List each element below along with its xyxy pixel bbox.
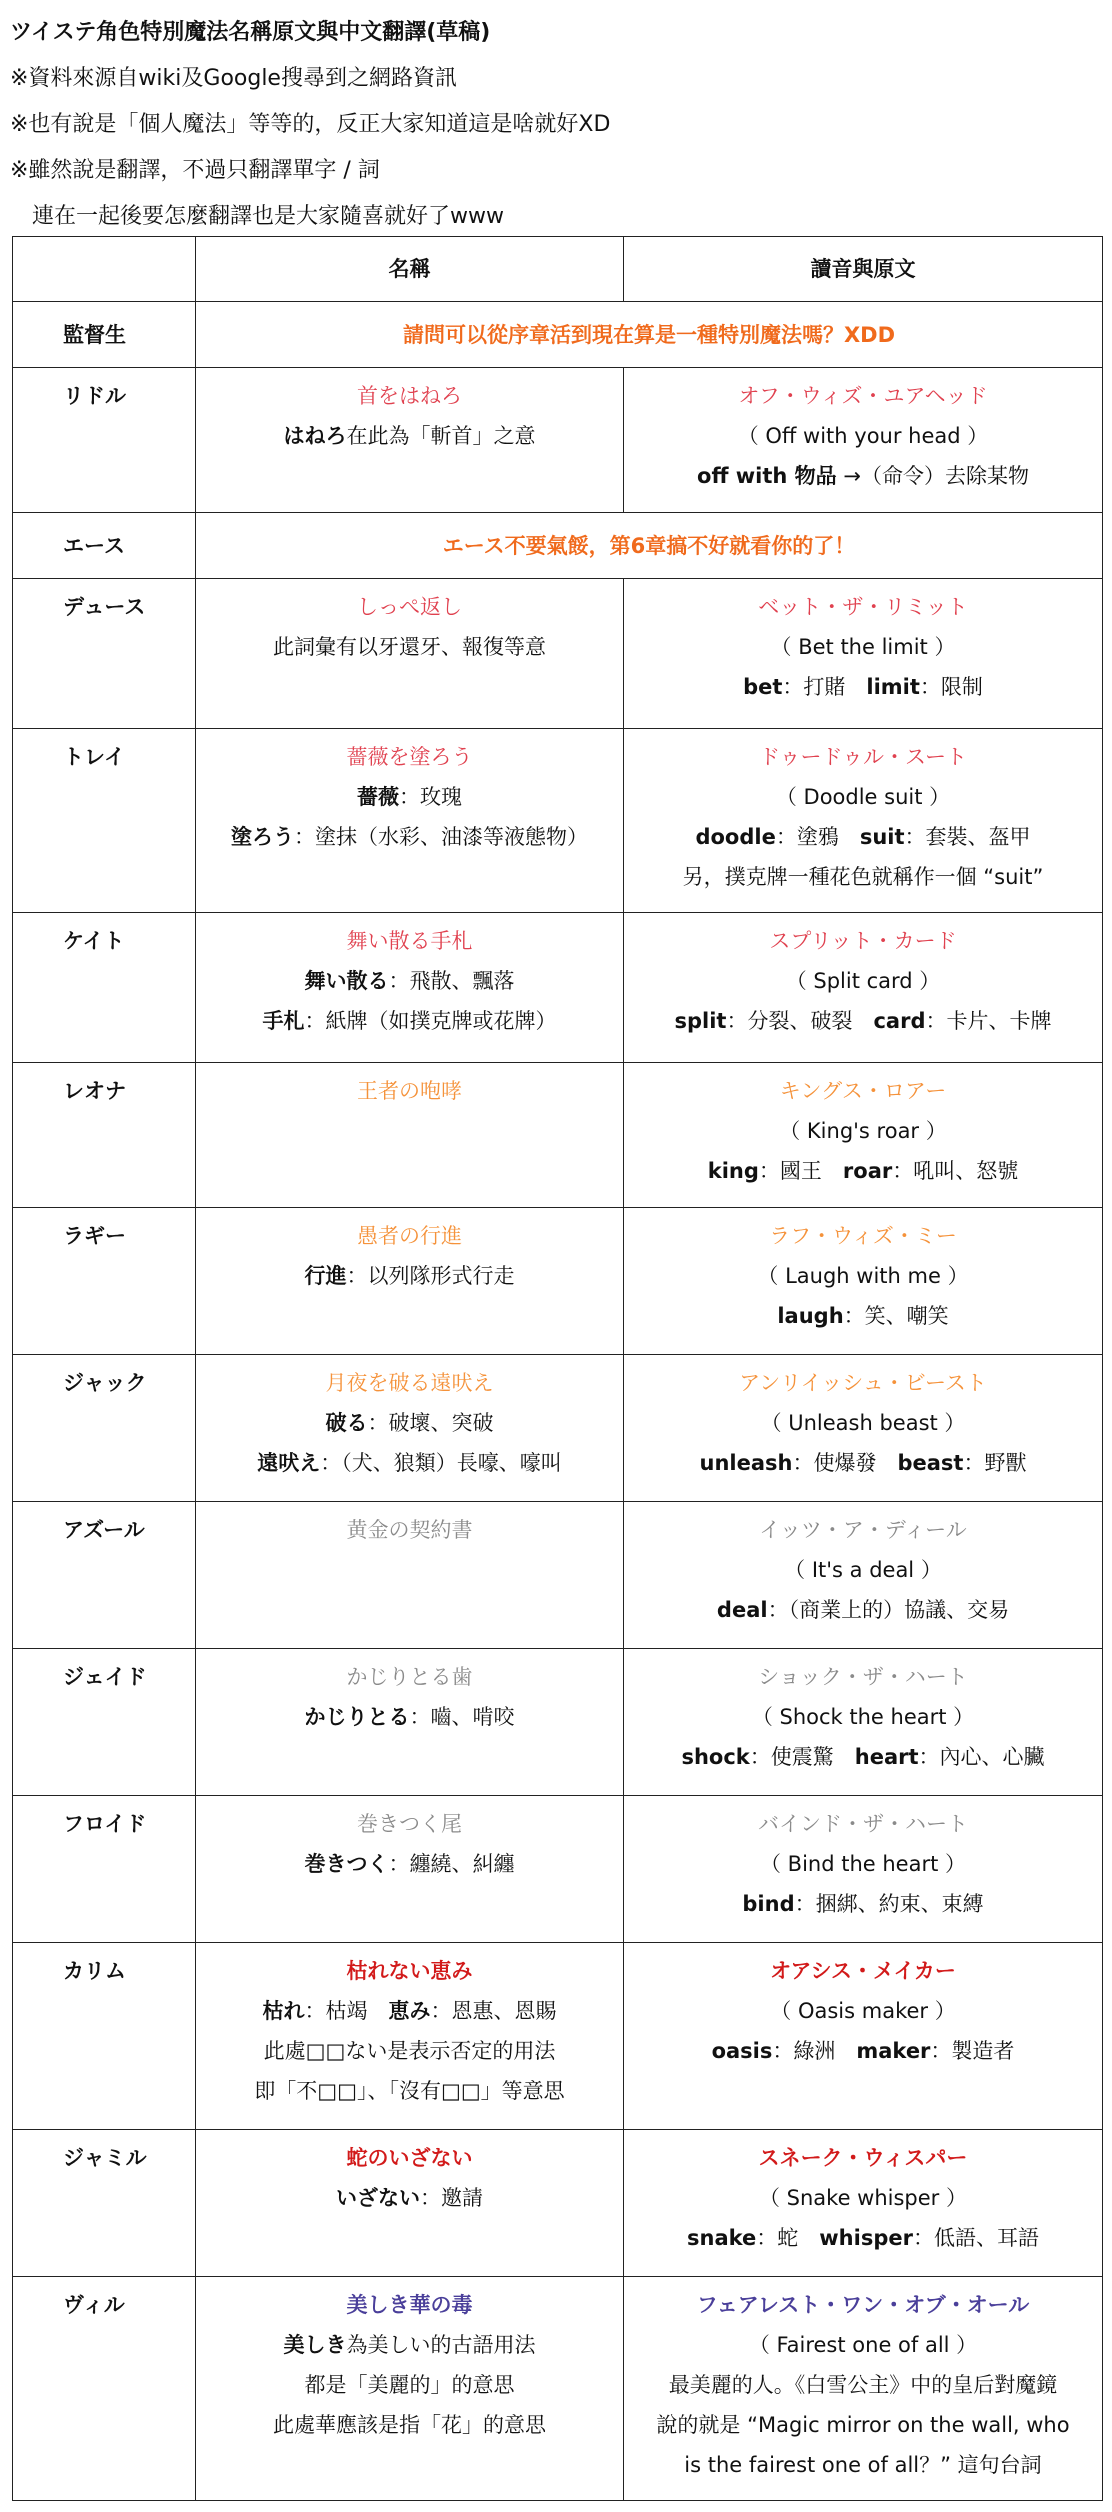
term: いざない	[336, 2186, 420, 2210]
character-name: アズール	[13, 1502, 196, 1649]
name-note-line	[196, 1403, 623, 1443]
magic-name-cell	[196, 1649, 624, 1796]
reading-cell	[624, 1796, 1103, 1943]
magic-name-cell	[196, 1796, 624, 1943]
magic-name-title: かじりとる歯	[346, 1665, 473, 1689]
term: 恵み	[388, 1999, 431, 2023]
term: 巻きつく	[304, 1852, 389, 1876]
magic-name-cell	[196, 1943, 624, 2130]
term-meaning: ：纏繞、糾纏	[388, 1852, 515, 1876]
magic-name-title: 蛇のいざない	[346, 2146, 473, 2170]
magic-name-title: 舞い散る手札	[346, 929, 473, 953]
reading-note-line: 最美麗的人。《白雪公主》中的皇后對魔鏡	[668, 2373, 1058, 2397]
name-note-line	[196, 817, 623, 857]
magic-name-cell	[196, 2277, 624, 2501]
reading-title: オフ・ウィズ・ユアヘッド	[738, 384, 988, 408]
name-note-line: 即「不□□」、「沒有□□」等意思	[254, 2079, 565, 2103]
reading-note-line	[624, 1151, 1102, 1191]
table-row	[13, 1796, 1103, 1943]
reading-cell	[624, 729, 1103, 913]
header-character	[13, 237, 196, 302]
magic-name-title: 枯れない恵み	[346, 1959, 473, 1983]
table-row	[13, 1208, 1103, 1355]
term-meaning: ：使震驚	[749, 1745, 855, 1769]
reading-title: ドゥードゥル・スート	[759, 745, 967, 769]
reading-original: （ Laugh with me ）	[757, 1264, 969, 1288]
magic-name-title: しっぺ返し	[357, 595, 462, 619]
term-meaning: ：恩惠、恩賜	[430, 1999, 557, 2023]
term-meaning: ：（犬、狼類）長嚎、嚎叫	[320, 1451, 562, 1475]
table-header-row	[13, 237, 1103, 302]
term: bind	[742, 1892, 795, 1916]
magic-name-title: 月夜を破る遠吠え	[325, 1371, 494, 1395]
term-meaning: ：內心、心臟	[918, 1745, 1045, 1769]
reading-original: （ Unleash beast ）	[760, 1411, 966, 1435]
term-meaning: ：製造者	[930, 2039, 1015, 2063]
term-meaning: →（命令）去除某物	[836, 464, 1029, 488]
magic-name-cell	[196, 1063, 624, 1208]
reading-note-line	[624, 1443, 1102, 1483]
reading-title: ラフ・ウィズ・ミー	[769, 1224, 957, 1248]
term-meaning: ：邀請	[420, 2186, 483, 2210]
term-meaning: 在此為「斬首」之意	[346, 424, 536, 448]
character-name: トレイ	[13, 729, 196, 913]
name-note-line: 都是「美麗的」的意思	[304, 2373, 515, 2397]
magic-table	[12, 236, 1103, 2501]
table-row	[13, 368, 1103, 513]
table-row	[13, 1355, 1103, 1502]
reading-title: バインド・ザ・ハート	[758, 1812, 968, 1836]
note-line: 連在一起後要怎麼翻譯也是大家隨喜就好了www	[32, 204, 504, 229]
table-row	[13, 2277, 1103, 2501]
name-note-line: 此處華應該是指「花」的意思	[273, 2413, 546, 2437]
reading-title: スネーク・ウィスパー	[758, 2146, 968, 2170]
reading-title: イッツ・ア・ディール	[759, 1518, 967, 1542]
reading-note-line: 另，撲克牌一種花色就稱作一個 “suit”	[682, 865, 1044, 889]
term-meaning: ：限制	[919, 675, 983, 699]
term-meaning: ：卡片、卡牌	[925, 1009, 1052, 1033]
reading-note-line	[624, 1001, 1102, 1041]
table-row	[13, 913, 1103, 1063]
reading-title: キングス・ロアー	[779, 1079, 947, 1103]
character-name: リドル	[13, 368, 196, 513]
magic-name-title: 巻きつく尾	[357, 1812, 462, 1836]
reading-note-line	[624, 2031, 1102, 2071]
row-note: 請問可以從序章活到現在算是一種特別魔法嗎？XDD	[196, 302, 1103, 368]
row-note: エース不要氣餒，第6章搞不好就看你的了！	[196, 513, 1103, 579]
reading-note-line: 說的就是 “Magic mirror on the wall, who	[656, 2413, 1070, 2437]
magic-name-cell	[196, 2130, 624, 2277]
term-meaning: ：紙牌（如撲克牌或花牌）	[304, 1009, 557, 1033]
reading-note-line: is the fairest one of all？” 這句台詞	[684, 2453, 1042, 2477]
term: snake	[687, 2226, 757, 2250]
magic-name-cell	[196, 729, 624, 913]
reading-note-line	[624, 667, 1102, 707]
term: oasis	[711, 2039, 773, 2063]
term: maker	[856, 2039, 931, 2063]
reading-cell	[624, 579, 1103, 729]
reading-original: （ King's roar ）	[779, 1119, 947, 1143]
term: limit	[866, 675, 920, 699]
term-meaning: ：套裝、盔甲	[904, 825, 1031, 849]
name-note-line	[196, 1256, 623, 1296]
character-name: ヴィル	[13, 2277, 196, 2501]
table-row	[13, 579, 1103, 729]
reading-original: （ Bet the limit ）	[770, 635, 956, 659]
character-name: ケイト	[13, 913, 196, 1063]
term-meaning: ：笑、嘲笑	[843, 1304, 949, 1328]
magic-name-title: 美しき華の毒	[346, 2293, 473, 2317]
term: 塗ろう	[231, 825, 294, 849]
term: shock	[681, 1745, 750, 1769]
name-note-line: 此詞彙有以牙還牙、報復等意	[273, 635, 546, 659]
reading-original: （ Oasis maker ）	[770, 1999, 956, 2023]
header-reading: 讀音與原文	[624, 237, 1103, 302]
character-name: エース	[13, 513, 196, 579]
reading-original: （ Fairest one of all ）	[748, 2333, 978, 2357]
name-note-line	[196, 1844, 623, 1884]
term: 遠吠え	[257, 1451, 321, 1475]
note-line: ※資料來源自wiki及Google搜尋到之網路資訊	[10, 66, 457, 91]
reading-cell	[624, 2130, 1103, 2277]
table-row	[13, 1649, 1103, 1796]
reading-cell	[624, 1355, 1103, 1502]
term: off with 物品	[697, 464, 837, 488]
character-name: ジェイド	[13, 1649, 196, 1796]
magic-name-cell	[196, 1355, 624, 1502]
term-meaning: ：野獸	[963, 1451, 1027, 1475]
reading-cell	[624, 1208, 1103, 1355]
name-note-line	[196, 2325, 623, 2365]
name-note-line	[196, 1443, 623, 1483]
character-name: デュース	[13, 579, 196, 729]
character-name: レオナ	[13, 1063, 196, 1208]
term: doodle	[695, 825, 776, 849]
table-row	[13, 513, 1103, 579]
term: unleash	[699, 1451, 793, 1475]
term-meaning: ：使爆發	[792, 1451, 898, 1475]
term: suit	[859, 825, 905, 849]
reading-original: （ Off with your head ）	[737, 424, 989, 448]
reading-title: ベット・ザ・リミット	[758, 595, 968, 619]
term: 舞い散る	[304, 969, 389, 993]
term: beast	[897, 1451, 964, 1475]
header-name: 名稱	[196, 237, 624, 302]
reading-cell	[624, 1063, 1103, 1208]
term: 美しき	[283, 2333, 347, 2357]
term-meaning: ：以列隊形式行走	[346, 1264, 515, 1288]
reading-note-line	[624, 456, 1102, 496]
reading-original: （ Split card ）	[785, 969, 941, 993]
term: deal	[716, 1598, 768, 1622]
term-meaning: ：低語、耳語	[912, 2226, 1039, 2250]
term-meaning: ：吼叫、怒號	[892, 1159, 1019, 1183]
term: bet	[743, 675, 783, 699]
reading-title: フェアレスト・ワン・オブ・オール	[696, 2293, 1030, 2317]
term-meaning: ：捆綁、約束、束縛	[794, 1892, 984, 1916]
reading-title: スプリット・カード	[769, 929, 957, 953]
character-name: ラギー	[13, 1208, 196, 1355]
term-meaning: ：飛散、飄落	[388, 969, 515, 993]
reading-original: （ It's a deal ）	[784, 1558, 942, 1582]
name-note-line	[196, 961, 623, 1001]
term-meaning: ：打賭	[782, 675, 867, 699]
term: 枯れ	[262, 1999, 305, 2023]
reading-cell	[624, 368, 1103, 513]
magic-name-cell	[196, 368, 624, 513]
name-note-line	[196, 416, 623, 456]
name-note-line: 此處□□ない是表示否定的用法	[263, 2039, 556, 2063]
term: card	[873, 1009, 926, 1033]
reading-cell	[624, 913, 1103, 1063]
reading-note-line	[624, 2218, 1102, 2258]
reading-title: アンリイッシュ・ビースト	[739, 1371, 987, 1395]
term-meaning: ：分裂、破裂	[726, 1009, 874, 1033]
magic-name-title: 王者の咆哮	[357, 1079, 462, 1103]
name-note-line	[196, 2178, 623, 2218]
term-meaning: ：玫瑰	[399, 785, 462, 809]
term: 手札	[262, 1009, 305, 1033]
reading-note-line	[624, 1884, 1102, 1924]
reading-cell	[624, 1943, 1103, 2130]
term-meaning: ：嚙、啃咬	[409, 1705, 515, 1729]
term-meaning: ：（商業上的）協議、交易	[767, 1598, 1010, 1622]
reading-cell	[624, 1649, 1103, 1796]
term-meaning: ：綠洲	[772, 2039, 857, 2063]
character-name: ジャック	[13, 1355, 196, 1502]
magic-name-cell	[196, 1502, 624, 1649]
table-row	[13, 2130, 1103, 2277]
term: 行進	[304, 1264, 347, 1288]
magic-name-cell	[196, 913, 624, 1063]
reading-note-line	[624, 1590, 1102, 1630]
reading-original: （ Bind the heart ）	[759, 1852, 966, 1876]
term-meaning: 為美しい的古語用法	[346, 2333, 536, 2357]
term: split	[674, 1009, 727, 1033]
magic-name-cell	[196, 579, 624, 729]
term: heart	[854, 1745, 919, 1769]
magic-name-title: 黄金の契約書	[346, 1518, 473, 1542]
magic-name-title: 愚者の行進	[357, 1224, 462, 1248]
note-line: ※也有說是「個人魔法」等等的，反正大家知道這是啥就好XD	[10, 112, 611, 137]
character-name: フロイド	[13, 1796, 196, 1943]
name-note-line	[196, 1001, 623, 1041]
name-note-line	[196, 1697, 623, 1737]
magic-name-cell	[196, 1208, 624, 1355]
term: はねろ	[283, 424, 347, 448]
character-name: ジャミル	[13, 2130, 196, 2277]
term: 破る	[325, 1411, 368, 1435]
term-meaning: ：破壞、突破	[367, 1411, 494, 1435]
reading-note-line	[624, 817, 1102, 857]
term: laugh	[777, 1304, 844, 1328]
table-row	[13, 1943, 1103, 2130]
reading-title: オアシス・メイカー	[770, 1959, 956, 1983]
table-row	[13, 729, 1103, 913]
intro-notes	[10, 10, 1100, 240]
term: roar	[842, 1159, 893, 1183]
reading-note-line	[624, 1296, 1102, 1336]
reading-original: （ Snake whisper ）	[758, 2186, 967, 2210]
reading-title: ショック・ザ・ハート	[758, 1665, 968, 1689]
character-name: カリム	[13, 1943, 196, 2130]
term: whisper	[819, 2226, 913, 2250]
term-meaning: ：塗抹（水彩、油漆等液態物）	[294, 825, 588, 849]
reading-original: （ Doodle suit ）	[775, 785, 951, 809]
term: 薔薇	[357, 785, 399, 809]
term-meaning: ：枯竭	[304, 1999, 389, 2023]
reading-original: （ Shock the heart ）	[751, 1705, 975, 1729]
table-row	[13, 302, 1103, 368]
term-meaning: ：蛇	[756, 2226, 820, 2250]
term: king	[707, 1159, 759, 1183]
reading-cell	[624, 2277, 1103, 2501]
reading-note-line	[624, 1737, 1102, 1777]
document-title: ツイステ角色特別魔法名稱原文與中文翻譯(草稿)	[10, 20, 491, 45]
note-line: ※雖然說是翻譯，不過只翻譯單字 / 詞	[10, 158, 380, 183]
magic-name-title: 首をはねろ	[357, 384, 462, 408]
name-note-line	[196, 1991, 623, 2031]
term-meaning: ：國王	[758, 1159, 843, 1183]
term: かじりとる	[304, 1705, 410, 1729]
table-row	[13, 1502, 1103, 1649]
term-meaning: ：塗鴉	[775, 825, 860, 849]
name-note-line	[196, 777, 623, 817]
reading-cell	[624, 1502, 1103, 1649]
table-row	[13, 1063, 1103, 1208]
magic-name-title: 薔薇を塗ろう	[346, 745, 473, 769]
character-name: 監督生	[13, 302, 196, 368]
